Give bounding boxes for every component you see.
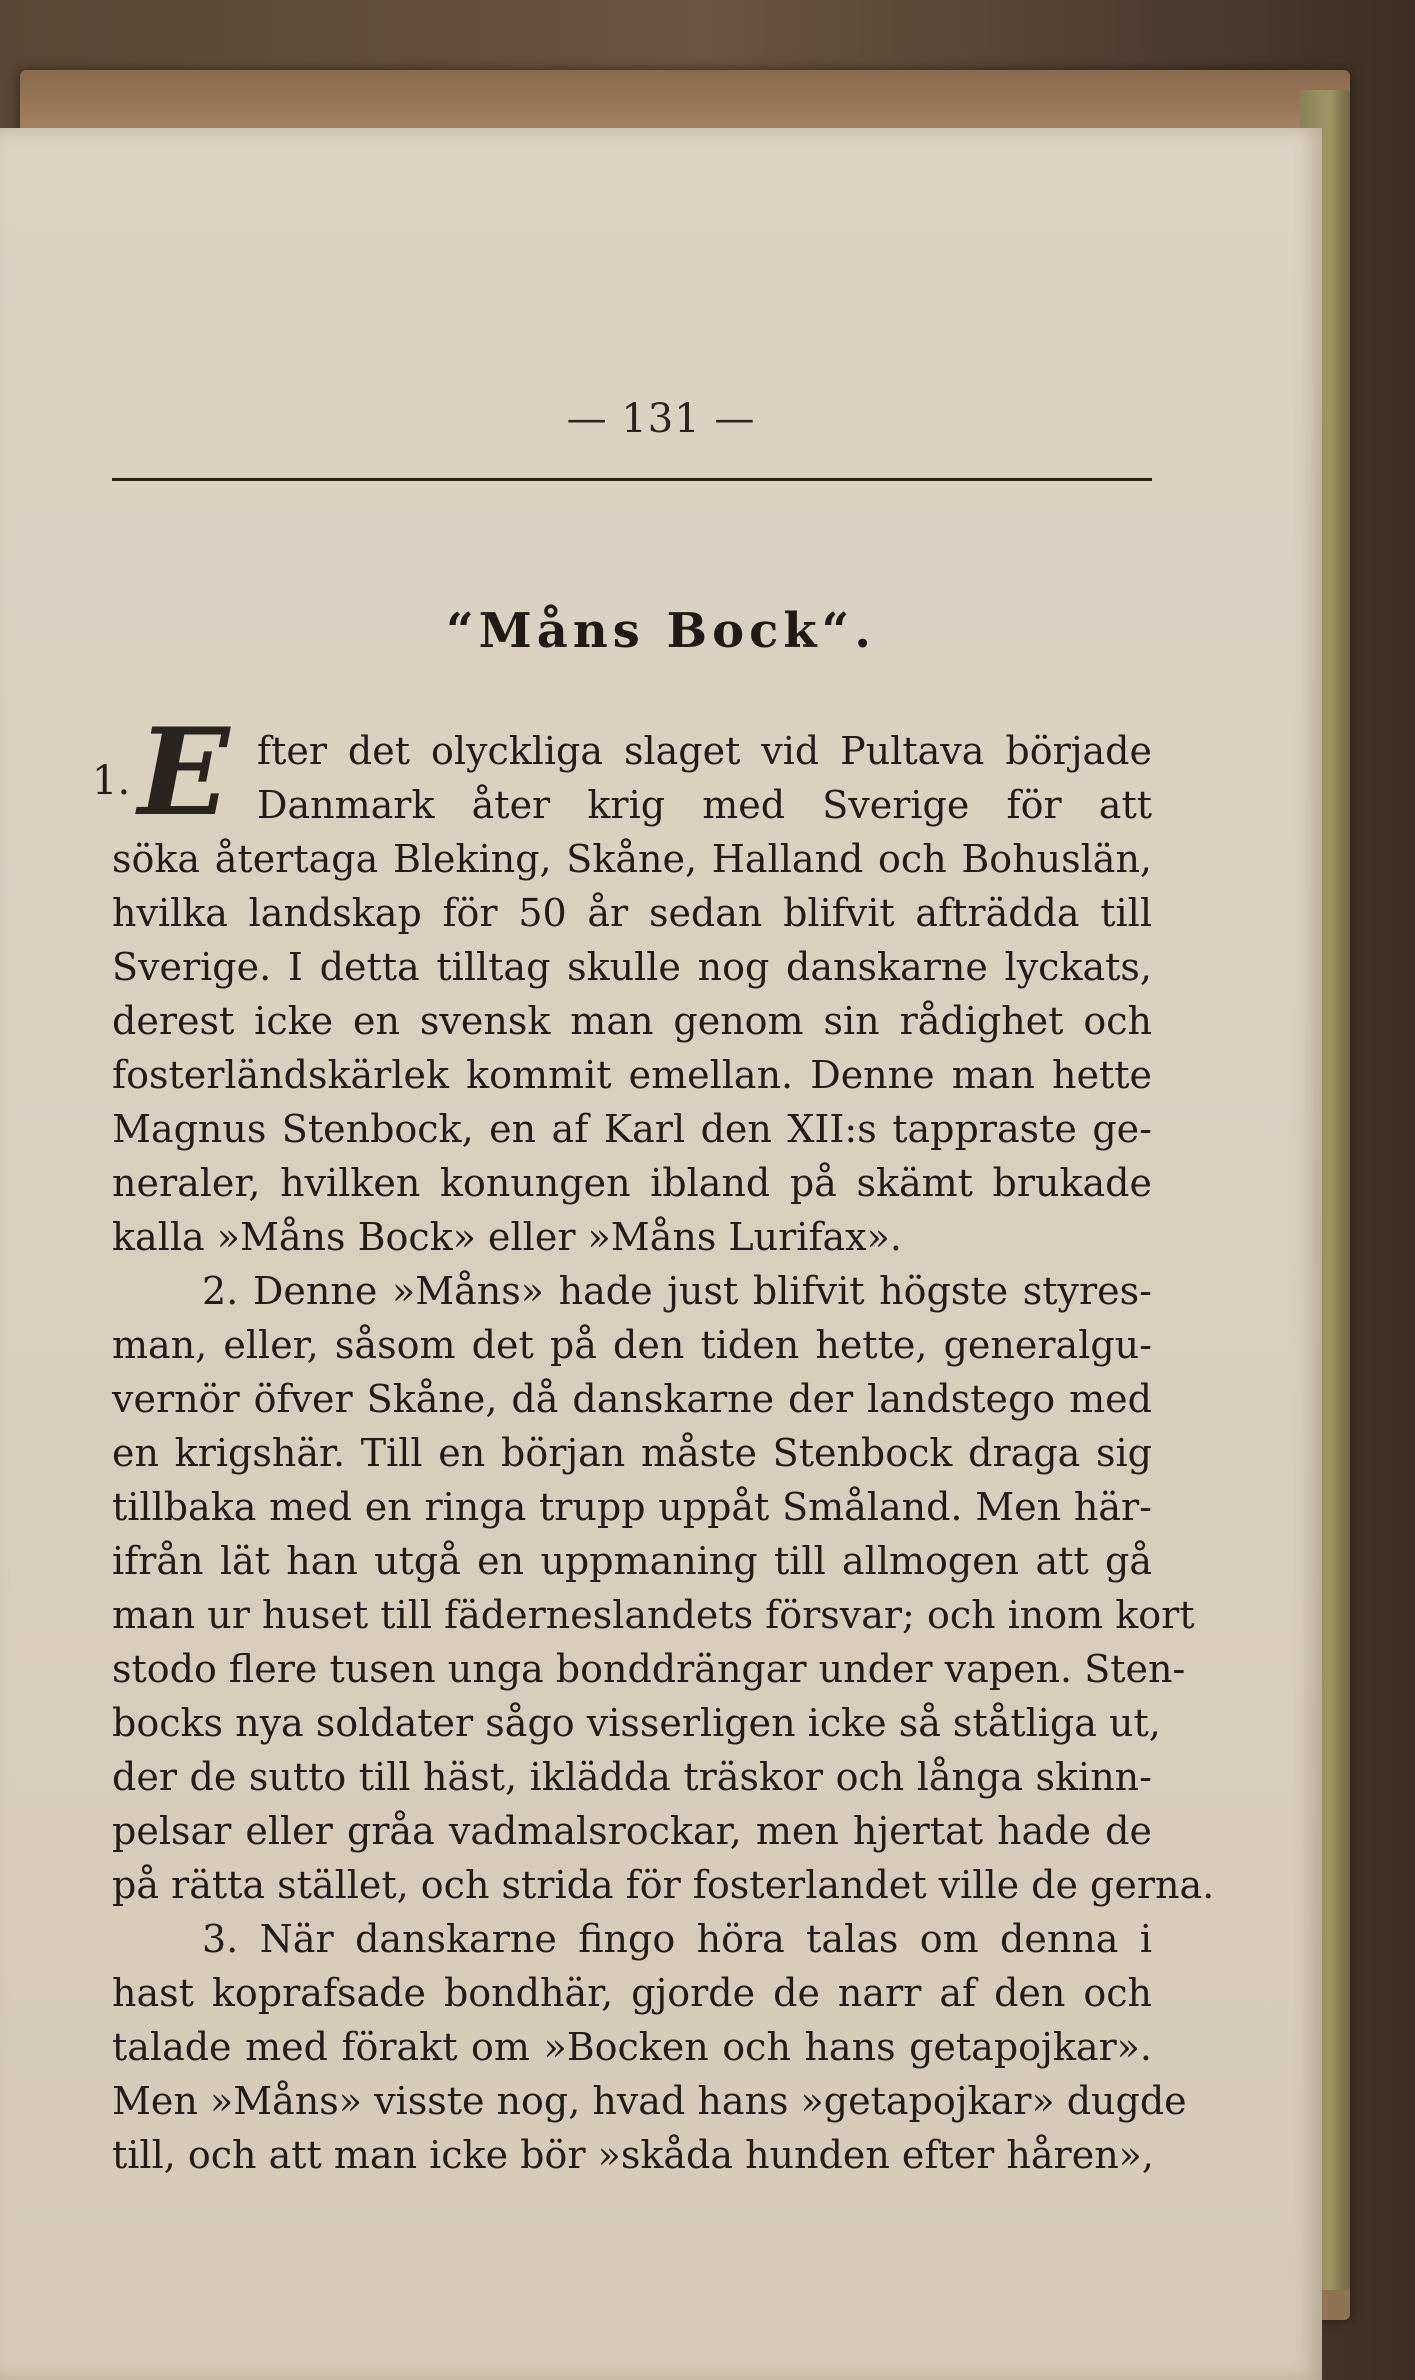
text-line: talade med förakt om »Bocken och hans getapojkar». (112, 2025, 1152, 2069)
section-number: 1. (92, 758, 131, 804)
text-line: till, och att man icke bör »skåda hunden efter håren», (112, 2133, 1155, 2177)
text-line: söka återtaga Bleking, Skåne, Halland och Bohuslän, (112, 837, 1152, 881)
text-line: pelsar eller gråa vadmalsrockar, men hjertat hade de (112, 1809, 1152, 1853)
text-line: kalla »Måns Bock» eller »Måns Lurifax». (112, 1215, 902, 1259)
text-line: Danmark åter krig med Sverige för att (257, 783, 1152, 827)
page-number: — 131 — (566, 396, 756, 442)
text-line: fosterländskärlek kommit emellan. Denne man hette (112, 1053, 1152, 1097)
text-line: Sverige. I detta tilltag skulle nog danskarne lyckats, (112, 945, 1152, 989)
text-line: bocks nya soldater sågo visserligen icke så ståtliga ut, (112, 1701, 1161, 1745)
book-page (0, 128, 1322, 2380)
text-line: fter det olyckliga slaget vid Pultava började (257, 729, 1152, 773)
text-line: vernör öfver Skåne, då danskarne der landstego med (112, 1377, 1152, 1421)
header-rule (112, 478, 1152, 481)
text-line: Men »Måns» visste nog, hvad hans »getapojkar» dugde (112, 2079, 1187, 2123)
text-line: tillbaka med en ringa trupp uppåt Småland. Men här- (112, 1485, 1152, 1529)
text-line: ifrån lät han utgå en uppmaning till allmogen att gå (112, 1539, 1152, 1583)
text-line: man, eller, såsom det på den tiden hette, generalgu- (112, 1323, 1152, 1367)
text-line: hvilka landskap för 50 år sedan blifvit afträdda till (112, 891, 1152, 935)
text-line: der de sutto till häst, iklädda träskor och långa skinn- (112, 1755, 1152, 1799)
text-line: hast koprafsade bondhär, gjorde de narr af den och (112, 1971, 1152, 2015)
text-line: på rätta stället, och strida för fosterlandet ville de gerna. (112, 1863, 1215, 1907)
text-line: Magnus Stenbock, en af Karl den XII:s tappraste ge- (112, 1107, 1152, 1151)
text-line: 2. Denne »Måns» hade just blifvit högste styres- (202, 1269, 1152, 1313)
text-line: 3. När danskarne fingo höra talas om denna i (202, 1917, 1152, 1961)
text-line: stodo flere tusen unga bonddrängar under vapen. Sten- (112, 1647, 1186, 1691)
body-text (112, 724, 1215, 2182)
drop-cap: E (138, 702, 230, 843)
chapter-title: “Måns Bock“. (446, 603, 876, 659)
text-line: neraler, hvilken konungen ibland på skämt brukade (112, 1161, 1152, 1205)
text-line: derest icke en svensk man genom sin rådighet och (112, 999, 1152, 1043)
text-line: en krigshär. Till en början måste Stenbock draga sig (112, 1431, 1152, 1475)
text-line: man ur huset till fäderneslandets försvar; och inom kort (112, 1593, 1195, 1637)
